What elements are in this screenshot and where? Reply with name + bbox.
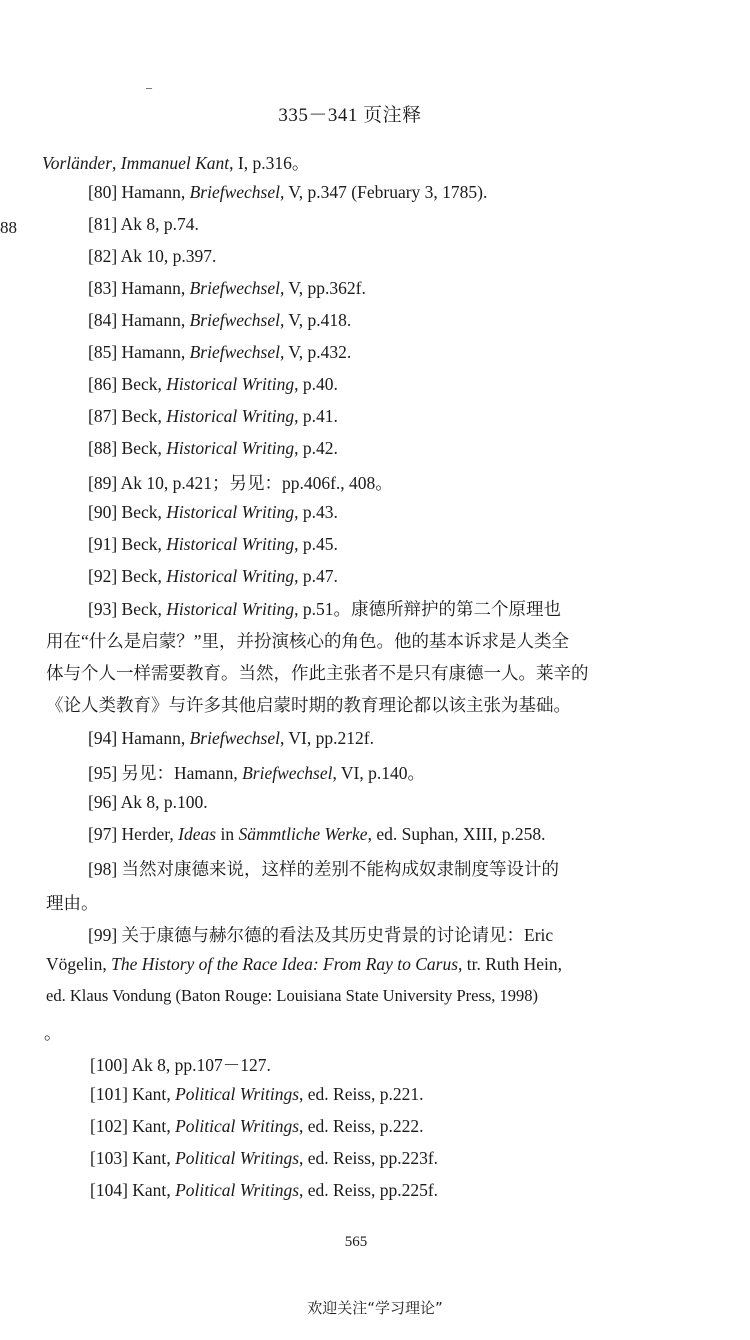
note-author: Kant xyxy=(132,1148,167,1168)
note-text: in xyxy=(216,824,239,844)
note-author: Ak 10 xyxy=(120,473,164,493)
note-work-title-2: Sämmtliche Werke xyxy=(238,824,368,844)
note-separator: , xyxy=(157,566,167,586)
note-author: Kant xyxy=(132,1116,167,1136)
note-separator: , xyxy=(157,534,167,554)
note-89 xyxy=(88,470,393,495)
note-citation: , p.43. xyxy=(294,502,338,522)
note-number: [90] xyxy=(88,502,118,522)
note-number: [89] xyxy=(88,473,118,493)
note-author: Ak 8 xyxy=(120,792,156,812)
note-88 xyxy=(88,438,338,459)
note-author: Kant xyxy=(132,1084,167,1104)
note-95 xyxy=(88,760,425,785)
note-citation: , V, p.347 (February 3, 1785). xyxy=(279,182,488,202)
note-citation: , pp.107－127. xyxy=(165,1055,271,1075)
note-number: [84] xyxy=(88,310,118,330)
margin-page-number: 88 xyxy=(0,218,17,237)
note-citation: , VI, pp.212f. xyxy=(279,728,374,748)
note-85 xyxy=(88,342,351,363)
note-citation: , ed. Reiss, p.222. xyxy=(299,1116,424,1136)
note-number: [82] xyxy=(88,246,118,266)
note-number: [100] xyxy=(90,1055,128,1075)
note-separator: , xyxy=(180,278,190,298)
note-87 xyxy=(88,406,338,427)
note-separator: , xyxy=(169,824,179,844)
note-author: Beck xyxy=(121,534,158,554)
note-number: [104] xyxy=(90,1180,128,1200)
note-work-title: Briefwechsel xyxy=(242,763,333,783)
note-separator: , xyxy=(157,502,167,522)
note-author: Hamann xyxy=(121,278,181,298)
note-work-title: Historical Writing xyxy=(166,566,295,586)
note-98 xyxy=(88,856,559,881)
note-separator: , xyxy=(166,1180,176,1200)
note-number: [80] xyxy=(88,182,118,202)
note-93-line-2: 用在“什么是启蒙？”里，并扮演核心的角色。他的基本诉求是人类全 xyxy=(46,631,570,651)
note-99-line-3: ed. Klaus Vondung (Baton Rouge: Louisiana State University Press, 1998) xyxy=(46,986,539,1005)
note-author: Hamann xyxy=(121,342,181,362)
note-work-title: Political Writings xyxy=(175,1148,300,1168)
note-90 xyxy=(88,502,338,523)
note-work-title: Immanuel Kant xyxy=(120,153,230,173)
note-number: [81] xyxy=(88,214,118,234)
note-93 xyxy=(88,596,561,621)
note-separator: , xyxy=(166,1116,176,1136)
note-99 xyxy=(88,922,553,947)
note-work-title: The History of the Race Idea: From Ray to Carus xyxy=(111,954,459,974)
note-text: , p.51。康德所辩护的第二个原理也 xyxy=(294,599,561,619)
note-number: [88] xyxy=(88,438,118,458)
note-author: Beck xyxy=(121,566,158,586)
note-citation: , ed. Reiss, pp.225f. xyxy=(299,1180,439,1200)
note-separator: , xyxy=(166,1084,176,1104)
note-94 xyxy=(88,728,374,749)
note-work-title: Political Writings xyxy=(175,1180,300,1200)
note-93-line-3: 体与个人一样需要教育。当然，作此主张者不是只有康德一人。莱辛的 xyxy=(46,663,589,683)
note-separator: , xyxy=(157,406,167,426)
note-number: [96] xyxy=(88,792,118,812)
note-citation: , p.100. xyxy=(155,792,208,812)
note-work-title: Historical Writing xyxy=(166,374,295,394)
note-101 xyxy=(90,1084,423,1105)
note-citation: , V, p.432. xyxy=(279,342,352,362)
note-97 xyxy=(88,824,545,845)
note-separator: , xyxy=(180,342,190,362)
note-number: [103] xyxy=(90,1148,128,1168)
note-citation: , p.41. xyxy=(294,406,338,426)
note-citation: , p.40. xyxy=(294,374,338,394)
note-citation: , p.42. xyxy=(294,438,338,458)
note-number: [87] xyxy=(88,406,118,426)
note-number: [83] xyxy=(88,278,118,298)
note-96 xyxy=(88,792,208,813)
note-number: [93] xyxy=(88,599,118,619)
note-separator: , xyxy=(233,763,243,783)
note-number: [102] xyxy=(90,1116,128,1136)
note-citation: , ed. Reiss, p.221. xyxy=(299,1084,424,1104)
note-work-title: Historical Writing xyxy=(166,438,295,458)
note-citation: , VI, p.140。 xyxy=(332,763,425,783)
page-header-title: 335－341 页注释 xyxy=(278,105,422,126)
note-author: Beck xyxy=(121,438,158,458)
note-number: [99] xyxy=(88,925,118,945)
note-number: [97] xyxy=(88,824,118,844)
note-author: Beck xyxy=(121,374,158,394)
page-number: 565 xyxy=(344,1234,368,1250)
note-work-title: Historical Writing xyxy=(166,534,295,554)
note-author: Hamann xyxy=(121,310,181,330)
note-citation: , V, pp.362f. xyxy=(279,278,366,298)
note-80 xyxy=(88,182,487,203)
note-separator: , xyxy=(157,438,167,458)
note-number: [86] xyxy=(88,374,118,394)
note-separator: , xyxy=(157,599,167,619)
note-83 xyxy=(88,278,366,299)
note-work-title: Briefwechsel xyxy=(189,278,280,298)
note-author: Ak 10 xyxy=(120,246,164,266)
note-number: [95] xyxy=(88,763,118,783)
note-author: Vögelin, xyxy=(46,954,112,974)
note-work-title: Political Writings xyxy=(175,1116,300,1136)
note-text: 当然对康德来说，这样的差别不能构成奴隶制度等设计的 xyxy=(121,859,560,879)
note-104 xyxy=(90,1180,438,1201)
note-86 xyxy=(88,374,338,395)
note-citation: , tr. Ruth Hein, xyxy=(458,954,563,974)
note-separator: , xyxy=(166,1148,176,1168)
note-citation: , p.74. xyxy=(155,214,199,234)
note-84 xyxy=(88,310,351,331)
note-separator: , xyxy=(112,153,121,173)
note-81 xyxy=(88,214,199,235)
note-continuation-line xyxy=(42,150,309,175)
note-91 xyxy=(88,534,338,555)
note-102 xyxy=(90,1116,423,1137)
note-citation: , p.45. xyxy=(294,534,338,554)
note-98-line-2: 理由。 xyxy=(46,893,99,913)
note-work-title: Historical Writing xyxy=(166,502,295,522)
note-citation: , p.421；另见：pp.406f., 408。 xyxy=(163,473,393,493)
note-work-title: Historical Writing xyxy=(166,406,295,426)
note-103 xyxy=(90,1148,438,1169)
note-author: Hamann xyxy=(121,728,181,748)
note-citation: , ed. Reiss, pp.223f. xyxy=(299,1148,439,1168)
note-work-title: Briefwechsel xyxy=(189,728,280,748)
note-number: [98] xyxy=(88,859,118,879)
note-citation: , V, p.418. xyxy=(279,310,352,330)
note-citation: , ed. Suphan, XIII, p.258. xyxy=(367,824,546,844)
note-author: Kant xyxy=(132,1180,167,1200)
note-work-title: Political Writings xyxy=(175,1084,300,1104)
note-separator: , xyxy=(157,374,167,394)
note-93-line-4: 《论人类教育》与许多其他启蒙时期的教育理论都以该主张为基础。 xyxy=(46,695,571,715)
note-92 xyxy=(88,566,338,587)
note-separator: , xyxy=(180,182,190,202)
note-author: Ak 8 xyxy=(131,1055,166,1075)
footer-watermark-text: 欢迎关注“学习理论” xyxy=(307,1299,443,1317)
note-99-line-4: 。 xyxy=(44,1023,62,1043)
note-author: Hamann xyxy=(121,182,181,202)
note-author: Beck xyxy=(121,599,158,619)
note-separator: , xyxy=(180,728,190,748)
note-number: [92] xyxy=(88,566,118,586)
note-100 xyxy=(90,1052,271,1077)
stray-dash-mark: – xyxy=(146,80,152,94)
note-author: Beck xyxy=(121,502,158,522)
note-author: Ak 8 xyxy=(120,214,156,234)
note-work-title: Briefwechsel xyxy=(189,182,280,202)
note-author: Beck xyxy=(121,406,158,426)
note-99-line-2 xyxy=(46,954,562,975)
note-citation: , p.397. xyxy=(163,246,217,266)
note-82 xyxy=(88,246,216,267)
note-citation: , I, p.316。 xyxy=(229,153,310,173)
note-citation: , p.47. xyxy=(294,566,338,586)
note-number: [101] xyxy=(90,1084,128,1104)
note-separator: , xyxy=(180,310,190,330)
note-text: 关于康德与赫尔德的看法及其历史背景的讨论请见：Eric xyxy=(121,925,554,945)
note-work-title: Ideas xyxy=(178,824,217,844)
note-number: [94] xyxy=(88,728,118,748)
note-work-title: Historical Writing xyxy=(166,599,295,619)
note-author: Vorländer xyxy=(42,153,112,173)
note-work-title: Briefwechsel xyxy=(189,310,280,330)
note-work-title: Briefwechsel xyxy=(189,342,280,362)
note-number: [91] xyxy=(88,534,118,554)
note-author: Herder xyxy=(121,824,170,844)
note-number: [85] xyxy=(88,342,118,362)
note-author: 另见：Hamann xyxy=(121,763,234,783)
